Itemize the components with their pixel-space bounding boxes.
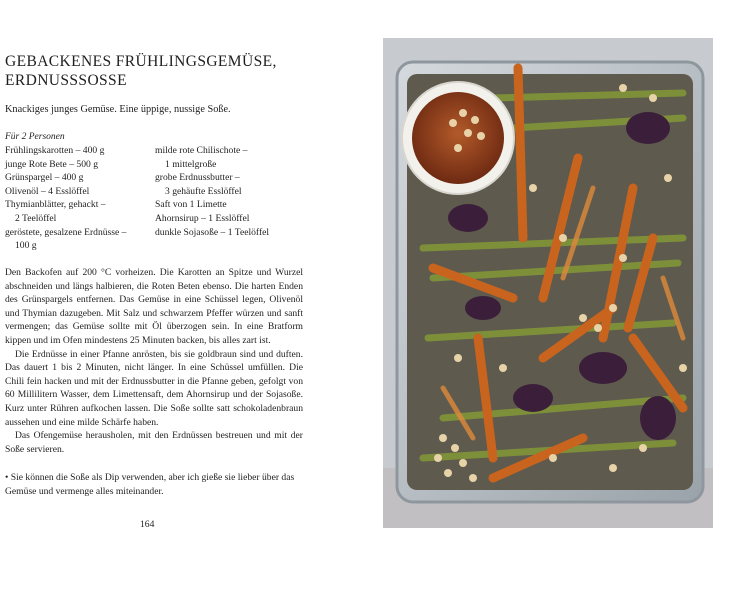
page-number: 164 bbox=[140, 519, 155, 530]
ingredient-item bbox=[5, 171, 150, 185]
ingredient-text: geröstete, gesalzene Erdnüsse – bbox=[5, 226, 127, 238]
ingredient-text: grobe Erdnussbutter – bbox=[155, 172, 240, 184]
ingredient-text: junge Rote Bete – 500 g bbox=[5, 158, 98, 170]
ingredient-text: Ahornsirup – 1 Esslöffel bbox=[155, 212, 250, 224]
recipe-title-line-1: GEBACKENES FRÜHLINGSGEMÜSE, bbox=[5, 53, 277, 70]
ingredient-text: dunkle Sojasoße – 1 Teelöffel bbox=[155, 226, 270, 238]
ingredient-item bbox=[155, 212, 300, 226]
method-paragraph-2: Die Erdnüsse in einer Pfanne anrösten, bis sie goldbraun sind und duften. Das dauert 1 bis 2 Minuten, nicht länger. In eine Schüssel umfüllen. Die Chili fein hacken und mit der Erdnussbutter in die Pfanne geben, gefolgt von 60 Millilitern Wasser, dem Limettensaft, dem Ahornsirup und der Sojasoße. Kurz unter Rühren aufkochen lassen. Die Soße sollte satt schokoladenbraun aussehen und eine milde Schärfe haben. bbox=[5, 348, 303, 428]
ingredient-item bbox=[5, 198, 150, 225]
ingredient-list-left bbox=[5, 144, 150, 253]
method-text bbox=[5, 266, 303, 456]
ingredient-item bbox=[5, 226, 150, 253]
ingredient-text: milde rote Chilischote – bbox=[155, 145, 248, 156]
method-paragraph-1: Den Backofen auf 200 °C vorheizen. Die Karotten an Spitze und Wurzel abschneiden und längs halbieren, die Roten Beten ebenso. Die harten Enden des Grünspargels entfernen. Das Gemüse in eine Schüssel legen, Olivenöl und Thymian dazugeben. Mit Salz und schwarzem Pfeffer würzen und sanft vermengen; das Gemüse sollte mit Öl überzogen sein. In eine Bratform kippen und im Ofen mindestens 25 Minuten backen, bis alles zart ist. bbox=[5, 267, 303, 346]
ingredient-item bbox=[155, 171, 300, 198]
ingredient-item bbox=[155, 226, 300, 240]
ingredient-text: Olivenöl – 4 Esslöffel bbox=[5, 185, 90, 197]
food-photo bbox=[383, 38, 713, 528]
serving-size: Für 2 Personen bbox=[5, 132, 65, 142]
ingredient-item bbox=[5, 158, 150, 172]
ingredient-quantity: 2 Teelöffel bbox=[15, 212, 57, 224]
ingredient-item bbox=[5, 185, 150, 199]
ingredient-quantity: 1 mittelgroße bbox=[165, 158, 217, 170]
recipe-tip: • Sie können die Soße als Dip verwenden, aber ich gieße sie lieber über das Gemüse und vermenge alles miteinander. bbox=[5, 472, 295, 497]
ingredient-text: Thymianblätter, gehackt – bbox=[5, 199, 106, 211]
ingredient-quantity: 100 g bbox=[15, 240, 37, 252]
method-paragraph-3: Das Ofengemüse herausholen, mit den Erdnüssen bestreuen und mit der Soße servieren. bbox=[5, 430, 303, 455]
roasted-vegetables-tray-image bbox=[383, 38, 713, 528]
recipe-title-line-2: ERDNUSSSOSSE bbox=[5, 72, 127, 89]
ingredient-text: Grünspargel – 400 g bbox=[5, 172, 84, 184]
ingredient-list-right bbox=[155, 144, 300, 239]
ingredient-item bbox=[155, 198, 300, 212]
ingredient-item bbox=[5, 144, 150, 158]
ingredient-text: Saft von 1 Limette bbox=[155, 199, 227, 211]
ingredient-text: Frühlingskarotten – 400 g bbox=[5, 145, 105, 156]
ingredient-item bbox=[155, 144, 300, 171]
recipe-intro: Knackiges junges Gemüse. Eine üppige, nussige Soße. bbox=[5, 104, 231, 115]
ingredient-quantity: 3 gehäufte Esslöffel bbox=[165, 185, 242, 197]
recipe-title bbox=[5, 52, 345, 90]
